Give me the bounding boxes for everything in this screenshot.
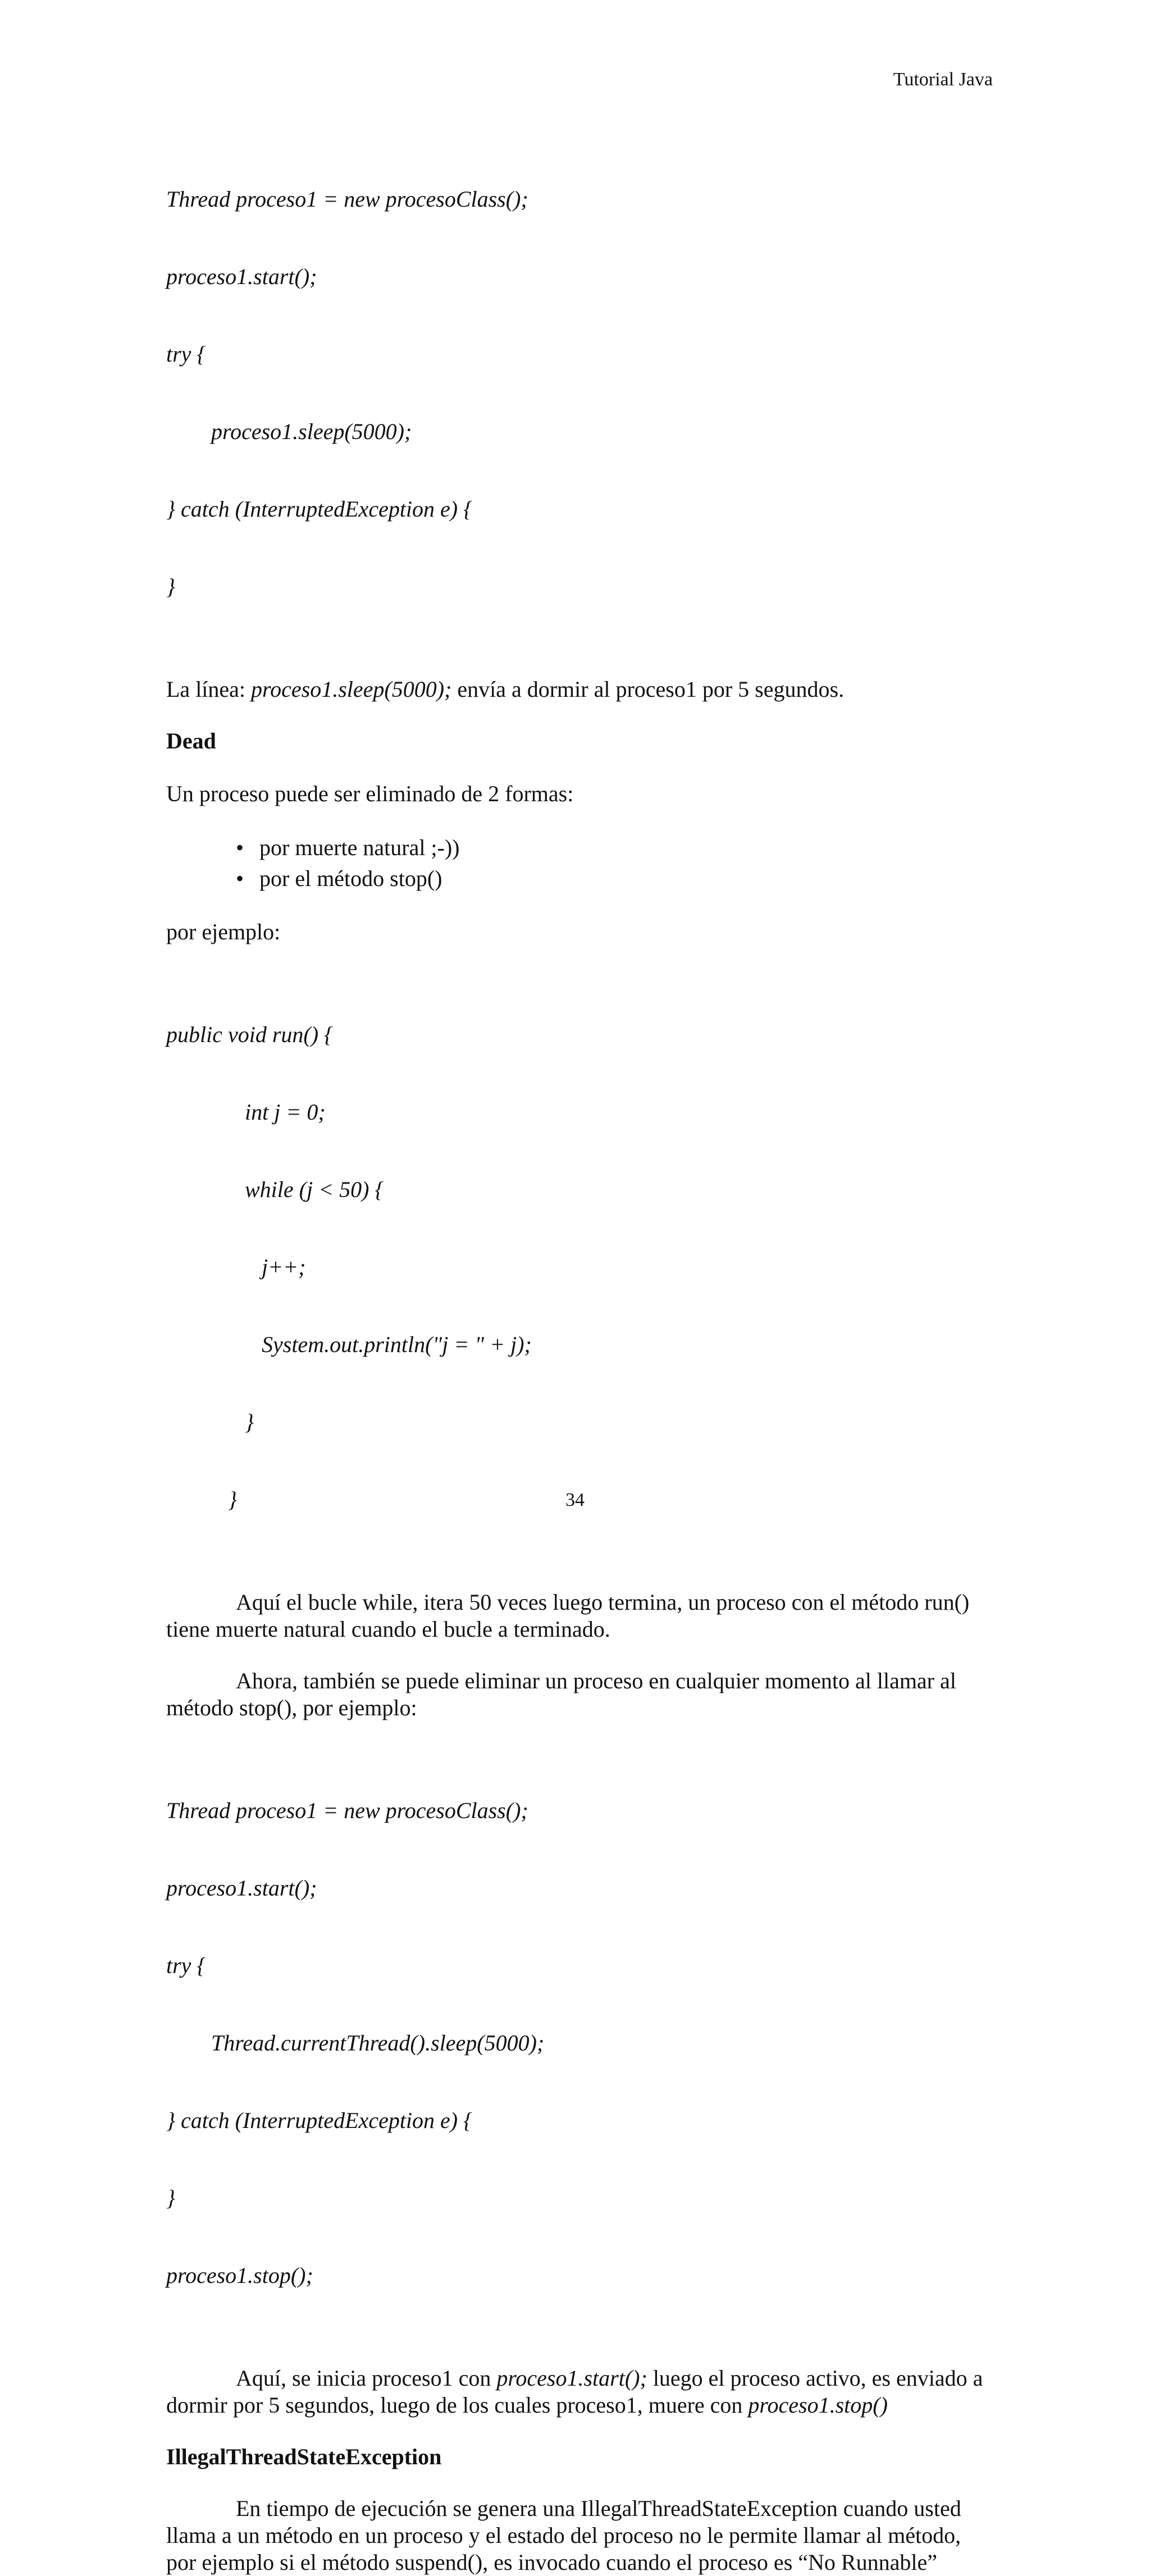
page-number: 34 — [565, 1490, 585, 1510]
text-run: La línea: — [166, 677, 252, 702]
list-item — [236, 832, 993, 863]
bullet-icon: • — [236, 835, 244, 860]
text-run: luego el proceso activo, es enviado a dormir por 5 segundos, luego de los cuales proceso1, muere con — [166, 2365, 983, 2418]
paragraph-sleep-explanation — [166, 676, 993, 703]
code-line: } — [166, 2185, 175, 2210]
code-line: j++; — [166, 1254, 306, 1280]
text-run: Aquí, se inicia proceso1 con — [236, 2365, 497, 2391]
paragraph-stop-explanation — [166, 2365, 993, 2419]
code-line: int j = 0; — [166, 1099, 326, 1125]
code-line: proceso1.start(); — [166, 264, 317, 289]
code-line: try { — [166, 1953, 206, 1978]
code-line: } catch (InterruptedException e) { — [166, 496, 473, 522]
list-item-text: por el método stop() — [259, 866, 442, 891]
code-line: Thread.currentThread().sleep(5000); — [166, 2030, 545, 2056]
code-line: } — [166, 1487, 237, 1512]
code-line: } — [166, 1409, 254, 1435]
code-block-sleep — [166, 135, 993, 651]
page-content — [166, 135, 993, 2576]
code-line: try { — [166, 341, 206, 367]
paragraph-stop-intro: Ahora, también se puede eliminar un proceso en cualquier momento al llamar al método stop(), por ejemplo: — [166, 1668, 956, 1720]
paragraph-dead-intro: Un proceso puede ser eliminado de 2 formas: — [166, 781, 574, 806]
code-line: } catch (InterruptedException e) { — [166, 2108, 473, 2133]
code-line: public void run() { — [166, 1022, 334, 1047]
section-heading-dead: Dead — [166, 728, 216, 753]
code-line: proceso1.start(); — [166, 1875, 317, 1901]
paragraph-illegal-state: En tiempo de ejecución se genera una IllegalThreadStateException cuando usted llama a un método en un proceso y el estado del proceso no le permite llamar al método, por ejemplo si el método suspend(), es invocado cuando el proceso es “No Runnable” — [166, 2496, 961, 2575]
text-run: envía a dormir al proceso1 por 5 segundos. — [451, 677, 845, 702]
code-line: Thread proceso1 = new procesoClass(); — [166, 186, 528, 212]
code-line: Thread proceso1 = new procesoClass(); — [166, 1798, 528, 1823]
section-heading-illegal-state: IllegalThreadStateException — [166, 2444, 442, 2469]
inline-code: proceso1.stop() — [748, 2392, 888, 2418]
code-block-stop — [166, 1746, 993, 2340]
code-block-run — [166, 970, 993, 1564]
list-item — [236, 863, 993, 894]
bullet-icon: • — [236, 866, 244, 891]
list-item-text: por muerte natural ;-)) — [259, 835, 460, 860]
code-line: System.out.println("j = " + j); — [166, 1332, 532, 1357]
code-line: proceso1.stop(); — [166, 2263, 313, 2288]
inline-code: proceso1.start(); — [496, 2365, 647, 2391]
paragraph-loop-explanation: Aquí el bucle while, itera 50 veces luego termina, un proceso con el método run() tiene muerte natural cuando el bucle a terminado. — [166, 1590, 970, 1642]
running-header: Tutorial Java — [893, 69, 993, 90]
inline-code: proceso1.sleep(5000); — [251, 677, 452, 702]
bullet-list-termination — [166, 832, 993, 894]
code-line: while (j < 50) { — [166, 1177, 384, 1202]
code-line: } — [166, 574, 175, 599]
code-line: proceso1.sleep(5000); — [166, 419, 412, 444]
paragraph-example-label: por ejemplo: — [166, 919, 281, 944]
